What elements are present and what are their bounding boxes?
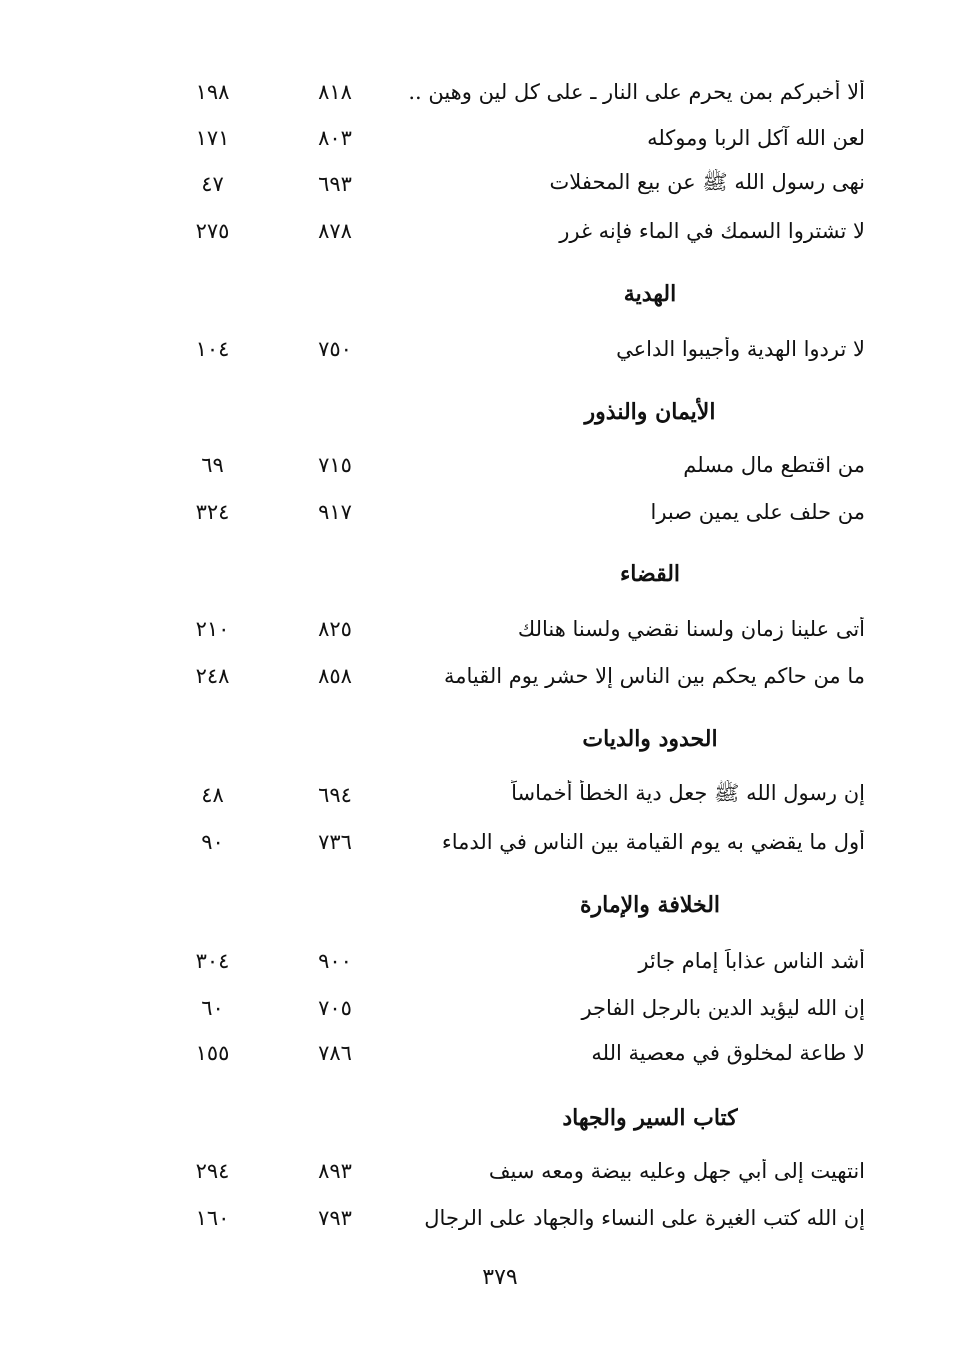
hadith-number: ٦٩٤ [318, 783, 352, 807]
hadith-text: أول ما يقضي به يوم القيامة بين الناس في الدماء [441, 830, 865, 854]
page-reference: ٣٠٤ [195, 949, 230, 973]
page-reference: ٦٩ [201, 453, 224, 477]
hadith-number: ٧٠٥ [318, 996, 352, 1020]
index-entry [150, 70, 865, 114]
page-reference: ٢٧٥ [195, 219, 230, 243]
index-entry [150, 986, 865, 1030]
section-heading: الهدية [623, 281, 677, 307]
hadith-text: إن الله ليؤيد الدين بالرجل الفاجر [581, 996, 865, 1020]
page-reference: ١٦٠ [195, 1206, 230, 1230]
hadith-number: ٨٩٣ [318, 1159, 352, 1183]
index-entry [150, 820, 865, 864]
page-reference: ١٧١ [195, 126, 230, 150]
index-entry [150, 327, 865, 371]
hadith-number: ٧٥٠ [318, 337, 352, 361]
page-reference: ٤٨ [201, 783, 224, 807]
index-entry [150, 1196, 865, 1240]
index-entry [150, 654, 865, 698]
hadith-number: ٨٧٨ [318, 219, 352, 243]
hadith-number: ٩٠٠ [318, 949, 352, 973]
page-number: ٣٧٩ [482, 1265, 518, 1290]
hadith-text: لعن الله آكل الربا وموكله [647, 126, 865, 150]
hadith-text: لا تشتروا السمك في الماء فإنه غرر [559, 219, 865, 243]
index-entry [150, 162, 865, 206]
section-heading: كتاب السير والجهاد [562, 1105, 738, 1131]
index-entry [150, 773, 865, 817]
page-reference: ٢٤٨ [195, 664, 230, 688]
section-heading: الأيمان والنذور [584, 399, 716, 425]
index-entry [150, 1031, 865, 1075]
hadith-number: ٨٢٥ [318, 617, 352, 641]
hadith-number: ٦٩٣ [318, 172, 352, 196]
hadith-text: من اقتطع مال مسلم [683, 453, 865, 477]
page-reference: ٦٠ [201, 996, 224, 1020]
hadith-number: ٨٥٨ [318, 664, 352, 688]
section-heading: الخلافة والإمارة [579, 892, 721, 918]
hadith-text: إن رسول الله ﷺ جعل دية الخطأ أخماساً [511, 780, 865, 805]
hadith-text: نهى رسول الله ﷺ عن بيع المحفلات [549, 169, 865, 194]
hadith-text: إن الله كتب الغيرة على النساء والجهاد على الرجال [424, 1206, 865, 1230]
index-entry [150, 939, 865, 983]
hadith-text: لا طاعة لمخلوق في معصية الله [591, 1041, 865, 1065]
section-heading: القضاء [619, 561, 681, 587]
hadith-text: ما من حاكم يحكم بين الناس إلا حشر يوم القيامة [444, 664, 865, 688]
hadith-text: ألا أخبركم بمن يحرم على النار ـ على كل لين وهين .. [408, 80, 865, 104]
page-reference: ١٩٨ [195, 80, 230, 104]
hadith-number: ٧٣٦ [318, 830, 352, 854]
hadith-text: أتى علينا زمان ولسنا نقضي ولسنا هنالك [517, 617, 865, 641]
page-reference: ٩٠ [201, 830, 224, 854]
hadith-text: من حلف على يمين صبرا [650, 500, 865, 524]
hadith-number: ٧١٥ [318, 453, 352, 477]
index-entry [150, 1149, 865, 1193]
hadith-text: لا تردوا الهدية وأجيبوا الداعي [616, 337, 865, 361]
hadith-number: ٧٩٣ [318, 1206, 352, 1230]
hadith-number: ٨١٨ [318, 80, 352, 104]
hadith-number: ٨٠٣ [318, 126, 352, 150]
page-reference: ١٥٥ [195, 1041, 230, 1065]
page-reference: ٣٢٤ [195, 500, 230, 524]
section-heading: الحدود والديات [582, 726, 718, 752]
page-reference: ١٠٤ [195, 337, 230, 361]
index-entry [150, 490, 865, 534]
hadith-number: ٧٨٦ [318, 1041, 352, 1065]
page-reference: ٢١٠ [195, 617, 230, 641]
page-reference: ٢٩٤ [195, 1159, 230, 1183]
index-entry [150, 209, 865, 253]
index-entry [150, 607, 865, 651]
hadith-text: انتهيت إلى أبي جهل وعليه بيضة ومعه سيف [488, 1159, 865, 1183]
index-entry [150, 443, 865, 487]
page-reference: ٤٧ [201, 172, 224, 196]
index-entry [150, 116, 865, 160]
hadith-text: أشد الناس عذاباً إمام جائر [638, 949, 865, 973]
hadith-number: ٩١٧ [318, 500, 352, 524]
